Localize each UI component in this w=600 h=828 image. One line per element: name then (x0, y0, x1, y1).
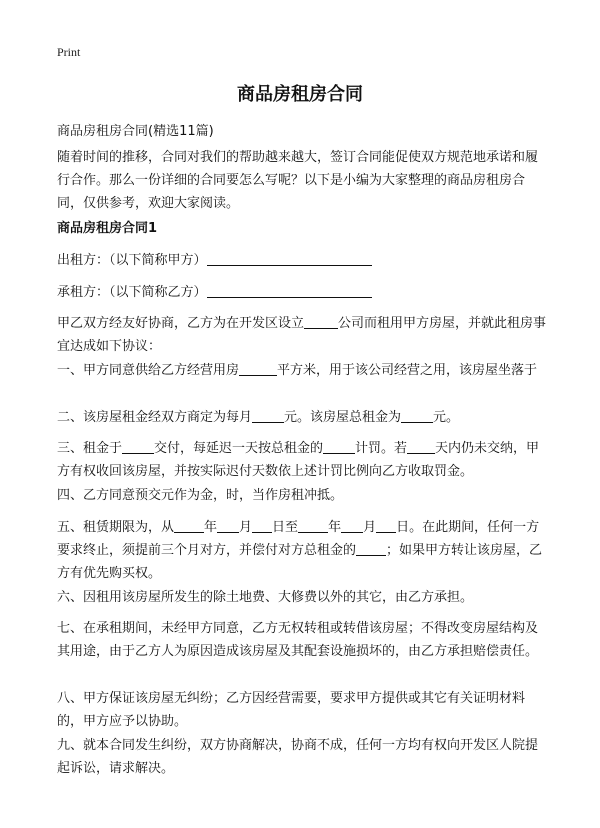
clause-9: 九、就本合同发生纠纷，双方协商解决，协商不成，任何一方均有权向开发区人院提起诉讼，请求解决。 (57, 738, 539, 776)
blank (341, 518, 363, 533)
text-span: 甲乙双方经友好协商，乙方为在开发区设立 (57, 316, 305, 331)
lessor-line (57, 249, 547, 272)
blank (252, 408, 284, 423)
clause-5 (57, 516, 547, 585)
text-span: 月 (363, 520, 377, 535)
lessee-label: 承租方：（以下简称乙方） (57, 285, 207, 300)
clause-8: 八、甲方保证该房屋无纠纷；乙方因经营需要，要求甲方提供或其它有关证明材料的，甲方应予以协助。 (57, 691, 526, 729)
text-span: 平方米，用于该公司经营之用，该房屋坐落于 (277, 363, 538, 378)
blank (304, 314, 338, 329)
text-span: 三、租金于 (57, 441, 123, 456)
text-span: 元。 (433, 410, 460, 425)
text-span: 交付，每延迟一天按总租金的 (154, 441, 324, 456)
section-heading: 商品房租房合同1 (57, 221, 158, 236)
clause-2 (57, 406, 547, 429)
blank (376, 518, 396, 533)
lessor-label: 出租方：（以下简称甲方） (57, 253, 207, 268)
blank (356, 541, 386, 556)
blank (407, 439, 435, 454)
blank (217, 518, 239, 533)
text-span: 年 (204, 520, 218, 535)
text-span: 日。在此期间，任何一方要求终止，须提前三个月对方，并偿付对方总租金的 (57, 520, 540, 558)
text-span: 计罚。若 (355, 441, 408, 456)
clause-1 (57, 359, 547, 382)
text-span: 二、该房屋租金经双方商定为每月 (57, 410, 253, 425)
text-span: 五、租赁期限为，从 (57, 520, 175, 535)
intro-paragraph: 随着时间的推移，合同对我们的帮助越来越大，签订合同能促使双方规范地承诺和履行合作。那么一份详细的合同要怎么写呢？以下是小编为大家整理的商品房租房合同，仅供参考，欢迎大家阅读。 (57, 150, 539, 211)
text-span: 一、甲方同意供给乙方经营用房 (57, 363, 240, 378)
text-span: 元。该房屋总租金为 (284, 410, 402, 425)
text-span: 年 (328, 520, 342, 535)
preamble-paragraph (57, 312, 547, 358)
blank (323, 439, 355, 454)
text-span: 天内仍未交纳，甲方有权收回该房屋，并按实际迟付天数依上述计罚比例向乙方收取罚金。 (57, 441, 540, 479)
blank (401, 408, 433, 423)
blank (298, 518, 328, 533)
blank (252, 518, 272, 533)
lessor-blank (207, 251, 372, 266)
clause-6: 六、因租用该房屋所发生的除土地费、大修费以外的其它，由乙方承担。 (57, 590, 474, 605)
blank (239, 361, 277, 376)
document-title: 商品房租房合同 (237, 84, 363, 105)
lessee-blank (207, 283, 372, 298)
clause-4: 四、乙方同意预交元作为金，时，当作房租冲抵。 (57, 488, 344, 503)
clause-3 (57, 437, 547, 483)
text-span: 月 (239, 520, 253, 535)
clause-7: 七、在承租期间，未经甲方同意，乙方无权转租或转借该房屋；不得改变房屋结构及其用途，由于乙方人为原因造成该房屋及其配套设施损坏的，由乙方承担赔偿责任。 (57, 621, 539, 659)
blank (174, 518, 204, 533)
print-link[interactable]: Print (57, 45, 81, 59)
text-span: 日至 (272, 520, 299, 535)
text-span: 公司而租用甲方房屋，并就此租房事宜达成如下协议： (57, 316, 547, 354)
lessee-line (57, 281, 547, 304)
text-span: ；如果甲方转让该房屋，乙方有优先购买权。 (57, 543, 543, 581)
blank (122, 439, 154, 454)
document-subtitle: 商品房租房合同(精选11篇) (57, 124, 214, 139)
